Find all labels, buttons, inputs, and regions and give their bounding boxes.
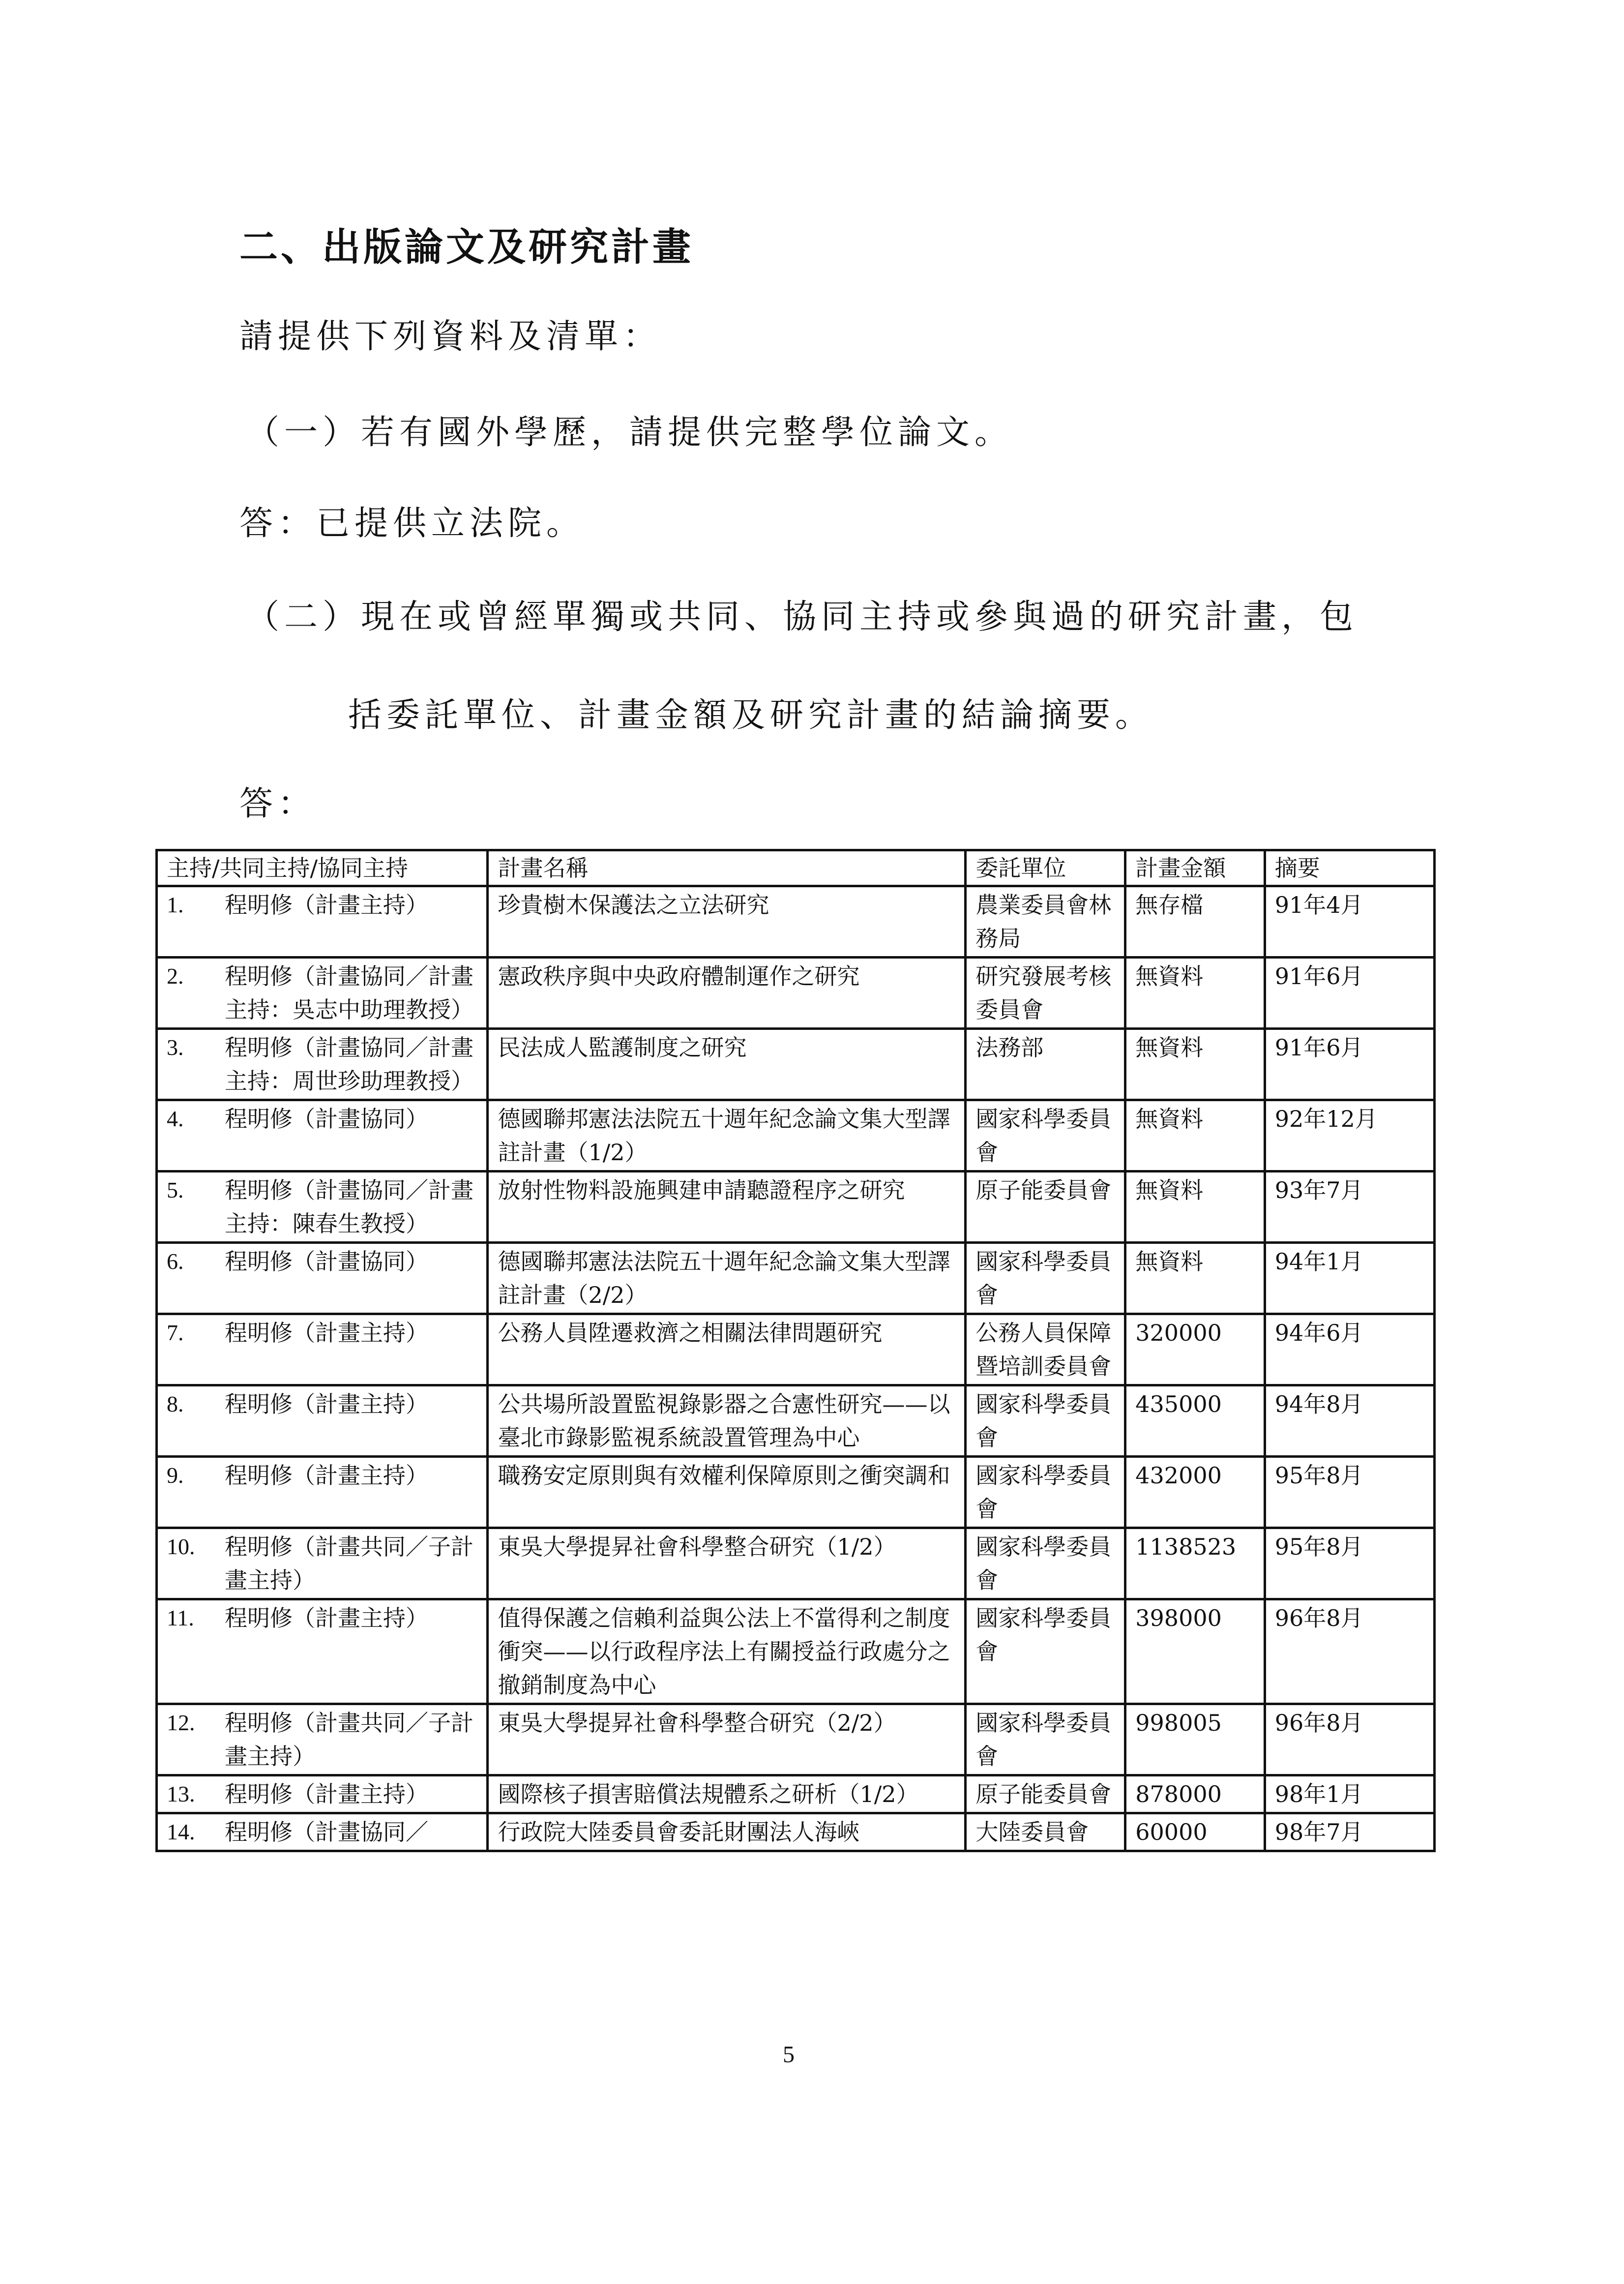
host-cell (157, 958, 488, 1029)
project-name-cell: 國際核子損害賠償法規體系之研析（1/2） (488, 1775, 966, 1813)
table-row (157, 1100, 1435, 1172)
header-host: 主持/共同主持/協同主持 (157, 850, 488, 886)
host-cell (157, 1385, 488, 1457)
summary-cell: 96年8月 (1265, 1599, 1434, 1704)
host-text: 程明修（計畫協同／計畫主持：陳春生教授） (225, 1177, 473, 1237)
answer-1: 答：已提供立法院。 (239, 504, 585, 543)
project-name-cell: 德國聯邦憲法法院五十週年紀念論文集大型譯註計畫（2/2） (488, 1243, 966, 1314)
host-cell (157, 1704, 488, 1775)
summary-cell: 95年8月 (1265, 1528, 1434, 1599)
host-text: 程明修（計畫主持） (225, 1320, 428, 1346)
row-number: 7. (167, 1320, 184, 1345)
agency-cell: 國家科學委員會 (966, 1704, 1125, 1775)
agency-cell: 大陸委員會 (966, 1813, 1125, 1851)
row-number: 3. (167, 1035, 184, 1060)
host-cell (157, 1813, 488, 1851)
amount-cell: 435000 (1125, 1385, 1265, 1457)
table-row (157, 886, 1435, 958)
host-text: 程明修（計畫主持） (225, 1391, 428, 1417)
table-header-row (157, 850, 1435, 886)
host-cell (157, 886, 488, 958)
row-number: 10. (167, 1534, 195, 1559)
host-text: 程明修（計畫共同／子計畫主持） (225, 1710, 473, 1770)
project-name-cell: 職務安定原則與有效權利保障原則之衝突調和 (488, 1457, 966, 1528)
amount-cell: 無存檔 (1125, 886, 1265, 958)
summary-cell: 98年1月 (1265, 1775, 1434, 1813)
header-amount: 計畫金額 (1125, 850, 1265, 886)
agency-cell: 公務人員保障暨培訓委員會 (966, 1314, 1125, 1385)
table-row (157, 1457, 1435, 1528)
table-row (157, 1314, 1435, 1385)
amount-cell: 878000 (1125, 1775, 1265, 1813)
host-text: 程明修（計畫協同／計畫主持：吳志中助理教授） (225, 963, 473, 1023)
table-row (157, 1243, 1435, 1314)
amount-cell: 無資料 (1125, 1243, 1265, 1314)
summary-cell: 94年8月 (1265, 1385, 1434, 1457)
row-number: 9. (167, 1463, 184, 1488)
amount-cell: 無資料 (1125, 1029, 1265, 1100)
project-name-cell: 德國聯邦憲法法院五十週年紀念論文集大型譯註計畫（1/2） (488, 1100, 966, 1172)
project-name-cell: 行政院大陸委員會委託財團法人海峽 (488, 1813, 966, 1851)
amount-cell: 1138523 (1125, 1528, 1265, 1599)
row-number: 5. (167, 1177, 184, 1202)
amount-cell: 432000 (1125, 1457, 1265, 1528)
project-name-cell: 東吳大學提昇社會科學整合研究（1/2） (488, 1528, 966, 1599)
row-number: 1. (167, 892, 184, 917)
summary-cell: 95年8月 (1265, 1457, 1434, 1528)
agency-cell: 農業委員會林務局 (966, 886, 1125, 958)
host-cell (157, 1599, 488, 1704)
section-title: 二、出版論文及研究計畫 (239, 225, 694, 270)
amount-cell: 320000 (1125, 1314, 1265, 1385)
summary-cell: 91年4月 (1265, 886, 1434, 958)
row-number: 4. (167, 1106, 184, 1131)
project-name-cell: 公務人員陞遷救濟之相關法律問題研究 (488, 1314, 966, 1385)
host-text: 程明修（計畫主持） (225, 892, 428, 918)
header-summary: 摘要 (1265, 850, 1434, 886)
table-row (157, 1029, 1435, 1100)
row-number: 6. (167, 1249, 184, 1274)
research-projects-table (155, 849, 1436, 1852)
row-number: 14. (167, 1819, 195, 1844)
agency-cell: 國家科學委員會 (966, 1243, 1125, 1314)
project-name-cell: 值得保護之信賴利益與公法上不當得利之制度衝突——以行政程序法上有關授益行政處分之撤銷制度為中心 (488, 1599, 966, 1704)
instruction-text: 請提供下列資料及清單： (239, 317, 662, 356)
summary-cell: 91年6月 (1265, 958, 1434, 1029)
amount-cell: 無資料 (1125, 1172, 1265, 1243)
table-row (157, 1385, 1435, 1457)
project-name-cell: 民法成人監護制度之研究 (488, 1029, 966, 1100)
agency-cell: 國家科學委員會 (966, 1385, 1125, 1457)
host-cell (157, 1100, 488, 1172)
project-name-cell: 東吳大學提昇社會科學整合研究（2/2） (488, 1704, 966, 1775)
summary-cell: 94年1月 (1265, 1243, 1434, 1314)
host-cell (157, 1457, 488, 1528)
agency-cell: 國家科學委員會 (966, 1599, 1125, 1704)
header-project-name: 計畫名稱 (488, 850, 966, 886)
amount-cell: 無資料 (1125, 1100, 1265, 1172)
amount-cell: 60000 (1125, 1813, 1265, 1851)
summary-cell: 93年7月 (1265, 1172, 1434, 1243)
project-name-cell: 珍貴樹木保護法之立法研究 (488, 886, 966, 958)
summary-cell: 98年7月 (1265, 1813, 1434, 1851)
project-name-cell: 公共場所設置監視錄影器之合憲性研究——以臺北市錄影監視系統設置管理為中心 (488, 1385, 966, 1457)
summary-cell: 92年12月 (1265, 1100, 1434, 1172)
table-row (157, 958, 1435, 1029)
host-text: 程明修（計畫協同） (225, 1248, 428, 1275)
host-text: 程明修（計畫協同） (225, 1106, 428, 1132)
table-row (157, 1704, 1435, 1775)
table-row (157, 1599, 1435, 1704)
host-cell (157, 1172, 488, 1243)
host-text: 程明修（計畫協同／計畫主持：周世珍助理教授） (225, 1034, 473, 1094)
table-row (157, 1172, 1435, 1243)
host-text: 程明修（計畫主持） (225, 1781, 428, 1807)
question-2: （二）現在或曾經單獨或共同、協同主持或參與過的研究計畫，包 (246, 598, 1358, 636)
row-number: 12. (167, 1710, 195, 1735)
host-cell (157, 1314, 488, 1385)
summary-cell: 91年6月 (1265, 1029, 1434, 1100)
question-1: （一）若有國外學歷，請提供完整學位論文。 (246, 413, 1013, 452)
agency-cell: 國家科學委員會 (966, 1100, 1125, 1172)
summary-cell: 94年6月 (1265, 1314, 1434, 1385)
project-name-cell: 憲政秩序與中央政府體制運作之研究 (488, 958, 966, 1029)
row-number: 2. (167, 963, 184, 989)
question-2-continued: 括委託單位、計畫金額及研究計畫的結論摘要。 (348, 696, 1154, 735)
row-number: 13. (167, 1781, 195, 1806)
table-row (157, 1528, 1435, 1599)
row-number: 11. (167, 1605, 194, 1630)
amount-cell: 998005 (1125, 1704, 1265, 1775)
amount-cell: 398000 (1125, 1599, 1265, 1704)
host-cell (157, 1029, 488, 1100)
table-row (157, 1813, 1435, 1851)
host-text: 程明修（計畫共同／子計畫主持） (225, 1533, 473, 1593)
host-text: 程明修（計畫主持） (225, 1462, 428, 1489)
project-name-cell: 放射性物料設施興建申請聽證程序之研究 (488, 1172, 966, 1243)
header-agency: 委託單位 (966, 850, 1125, 886)
agency-cell: 國家科學委員會 (966, 1528, 1125, 1599)
agency-cell: 國家科學委員會 (966, 1457, 1125, 1528)
host-text: 程明修（計畫主持） (225, 1605, 428, 1631)
host-cell (157, 1528, 488, 1599)
agency-cell: 原子能委員會 (966, 1775, 1125, 1813)
summary-cell: 96年8月 (1265, 1704, 1434, 1775)
answer-2-label: 答： (239, 784, 317, 823)
host-cell (157, 1775, 488, 1813)
host-text: 程明修（計畫協同／ (225, 1819, 428, 1845)
agency-cell: 研究發展考核委員會 (966, 958, 1125, 1029)
agency-cell: 原子能委員會 (966, 1172, 1125, 1243)
amount-cell: 無資料 (1125, 958, 1265, 1029)
page-number: 5 (783, 2042, 795, 2068)
table-row (157, 1775, 1435, 1813)
host-cell (157, 1243, 488, 1314)
row-number: 8. (167, 1391, 184, 1416)
agency-cell: 法務部 (966, 1029, 1125, 1100)
